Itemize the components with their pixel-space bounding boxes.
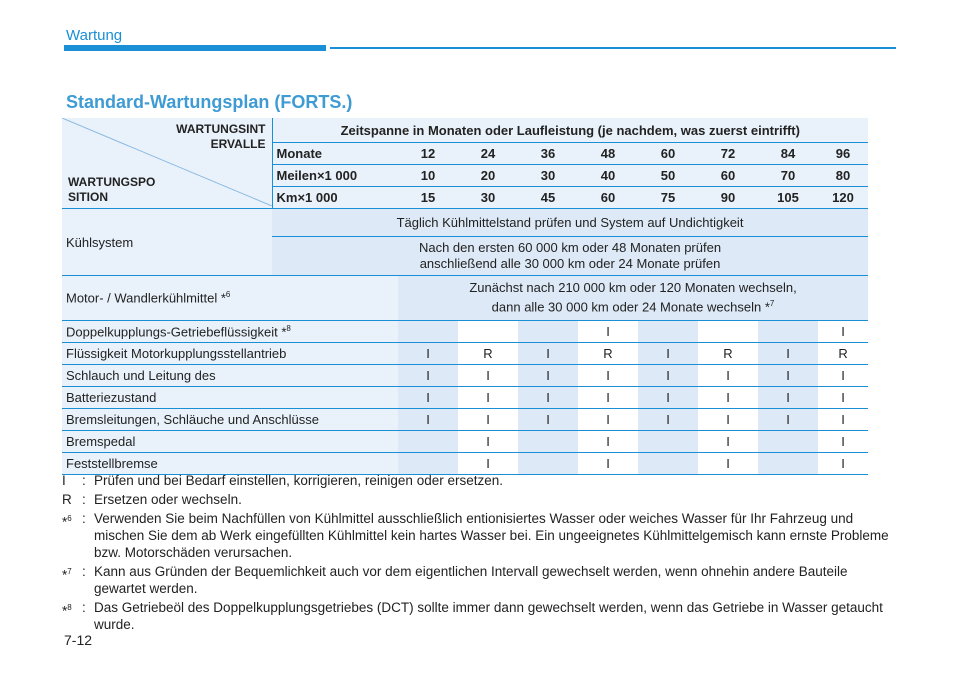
interval-value: 15	[398, 187, 458, 209]
interval-value: 105	[758, 187, 818, 209]
cooling-interval-line1: Nach den ersten 60 000 km oder 48 Monaten prüfen	[418, 240, 722, 255]
interval-value: 60	[638, 143, 698, 165]
schedule-cell: I	[818, 431, 868, 453]
note-symbol-text: *	[62, 514, 68, 530]
schedule-cell: I	[638, 387, 698, 409]
interval-value: 12	[398, 143, 458, 165]
interval-label: Meilen×1 000	[272, 165, 398, 187]
schedule-cell: I	[758, 387, 818, 409]
legend-note	[62, 510, 892, 561]
interval-label: Monate	[272, 143, 398, 165]
note-colon: :	[82, 492, 86, 507]
note-symbol-sup: 6	[67, 514, 72, 523]
schedule-cell: I	[578, 365, 638, 387]
schedule-cell: I	[518, 387, 578, 409]
schedule-cell: I	[458, 409, 518, 431]
schedule-cell: I	[818, 321, 868, 343]
item-label-text: Feststellbremse	[66, 456, 158, 471]
interval-value: 50	[638, 165, 698, 187]
schedule-cell: I	[458, 453, 518, 475]
interval-value: 72	[698, 143, 758, 165]
schedule-cell: I	[398, 365, 458, 387]
item-label-text: Motor- / Wandlerkühlmittel *	[66, 290, 226, 306]
schedule-cell: I	[638, 409, 698, 431]
legend-note	[62, 599, 892, 633]
coolant-change-interval	[398, 276, 868, 321]
schedule-cell: I	[638, 365, 698, 387]
schedule-cell	[758, 321, 818, 343]
item-label-text: Schlauch und Leitung des	[66, 368, 216, 383]
schedule-cell	[638, 321, 698, 343]
table-row	[62, 209, 868, 237]
footnote-ref: 8	[286, 323, 291, 333]
schedule-cell: I	[698, 365, 758, 387]
note-symbol-text: R	[62, 492, 72, 507]
cooling-interval-line2: anschließend alle 30 000 km oder 24 Monate prüfen	[419, 256, 721, 271]
item-label-text: Flüssigkeit Motorkupplungsstellantrieb	[66, 346, 287, 361]
table-row	[62, 276, 868, 321]
schedule-cell: I	[518, 343, 578, 365]
note-symbol-text: *	[62, 567, 68, 583]
cooling-daily-check: Täglich Kühlmittelstand prüfen und System auf Undichtigkeit	[272, 209, 868, 237]
corner-cell	[62, 118, 272, 209]
schedule-cell: I	[818, 453, 868, 475]
schedule-cell	[398, 431, 458, 453]
schedule-cell	[398, 321, 458, 343]
table-row	[62, 431, 868, 453]
note-text: Prüfen und bei Bedarf einstellen, korrigieren, reinigen oder ersetzen.	[94, 473, 503, 488]
interval-value: 36	[518, 143, 578, 165]
note-text: Ersetzen oder wechseln.	[94, 492, 242, 507]
interval-value: 96	[818, 143, 868, 165]
interval-value: 60	[698, 165, 758, 187]
interval-value: 30	[458, 187, 518, 209]
item-label-text: Doppelkupplungs-Getriebeflüssigkeit *	[66, 324, 287, 340]
interval-value: 80	[818, 165, 868, 187]
schedule-cell: I	[818, 387, 868, 409]
section-label: Wartung	[66, 27, 123, 44]
schedule-cell: I	[578, 321, 638, 343]
item-label	[62, 209, 272, 276]
page-title: Standard-Wartungsplan (FORTS.)	[66, 92, 353, 112]
page-number: 7-12	[64, 632, 93, 648]
maintenance-table	[62, 118, 868, 475]
note-symbol	[62, 491, 82, 508]
schedule-cell: R	[698, 343, 758, 365]
schedule-cell	[458, 321, 518, 343]
schedule-cell	[518, 431, 578, 453]
interval-value: 60	[578, 187, 638, 209]
coolant-line2	[402, 296, 864, 315]
note-symbol-sup: 8	[67, 603, 72, 612]
schedule-cell: I	[398, 343, 458, 365]
legend-note	[62, 472, 892, 489]
item-label	[62, 387, 398, 409]
note-symbol	[62, 472, 82, 489]
item-label-text: Bremsleitungen, Schläuche und Anschlüsse	[66, 412, 319, 427]
item-label	[62, 431, 398, 453]
corner-top-label: WARTUNGSINT ERVALLE	[176, 122, 266, 151]
period-header: Zeitspanne in Monaten oder Laufleistung (je nachdem, was zuerst eintrifft)	[272, 118, 868, 143]
schedule-cell: R	[458, 343, 518, 365]
note-symbol-sup: 7	[67, 567, 72, 576]
schedule-cell: I	[698, 431, 758, 453]
schedule-cell: I	[698, 409, 758, 431]
note-symbol	[62, 599, 82, 633]
interval-value: 10	[398, 165, 458, 187]
note-symbol	[62, 510, 82, 561]
legend-note	[62, 563, 892, 597]
schedule-cell: I	[518, 365, 578, 387]
schedule-cell: I	[698, 453, 758, 475]
schedule-cell: I	[458, 431, 518, 453]
schedule-cell: I	[398, 387, 458, 409]
interval-value: 90	[698, 187, 758, 209]
schedule-cell: I	[578, 409, 638, 431]
schedule-cell: I	[398, 409, 458, 431]
interval-value: 120	[818, 187, 868, 209]
item-label-text: Bremspedal	[66, 434, 136, 449]
interval-value: 40	[578, 165, 638, 187]
interval-value: 45	[518, 187, 578, 209]
period-header-row	[62, 118, 868, 143]
interval-value: 30	[518, 165, 578, 187]
schedule-cell: I	[698, 387, 758, 409]
table-row	[62, 343, 868, 365]
interval-value: 75	[638, 187, 698, 209]
interval-value: 70	[758, 165, 818, 187]
legend-note	[62, 491, 892, 508]
interval-value: 20	[458, 165, 518, 187]
note-text: Verwenden Sie beim Nachfüllen von Kühlmittel ausschließlich entionisiertes Wasser oder weiches Wasser für Ihr Fahrzeug und mischen Sie dem ab Werk eingefüllten Kühlmittel kein hartes Wasser bei. Ein ungeeignetes Kühlmittelgemisch kann ernste Probleme bzw. Motorschäden verursachen.	[94, 511, 889, 560]
schedule-cell: I	[578, 431, 638, 453]
table-row	[62, 321, 868, 343]
note-colon: :	[82, 473, 86, 488]
schedule-cell: I	[518, 409, 578, 431]
item-label	[62, 409, 398, 431]
cooling-interval-check	[272, 237, 868, 276]
interval-value: 48	[578, 143, 638, 165]
schedule-cell: I	[578, 387, 638, 409]
item-label	[62, 365, 398, 387]
schedule-cell	[518, 321, 578, 343]
schedule-cell	[758, 431, 818, 453]
note-colon: :	[82, 511, 86, 526]
coolant-line1: Zunächst nach 210 000 km oder 120 Monaten wechseln,	[469, 280, 797, 296]
legend-notes	[62, 472, 892, 635]
footnote-ref: 7	[769, 299, 775, 309]
note-colon: :	[82, 600, 86, 615]
schedule-cell: I	[758, 343, 818, 365]
schedule-cell: R	[578, 343, 638, 365]
schedule-cell: I	[638, 343, 698, 365]
note-symbol	[62, 563, 82, 597]
item-label	[62, 276, 398, 321]
schedule-cell: I	[818, 409, 868, 431]
coolant-line2-text: dann alle 30 000 km oder 24 Monate wechseln *	[491, 299, 770, 315]
note-symbol-text: I	[62, 473, 66, 488]
schedule-cell: I	[758, 409, 818, 431]
item-label-text: Batteriezustand	[66, 390, 157, 405]
note-symbol-text: *	[62, 603, 68, 619]
table-row	[62, 365, 868, 387]
schedule-cell: I	[818, 365, 868, 387]
schedule-cell: R	[818, 343, 868, 365]
item-label	[62, 321, 398, 343]
interval-value: 84	[758, 143, 818, 165]
table-row	[62, 409, 868, 431]
header-bar-thick	[64, 45, 326, 51]
corner-bottom-label: WARTUNGSPO SITION	[68, 175, 156, 204]
note-colon: :	[82, 564, 86, 579]
schedule-cell: I	[458, 387, 518, 409]
note-text: Das Getriebeöl des Doppelkupplungsgetriebes (DCT) sollte immer dann gewechselt werden, wenn das Getriebe in Wasser getaucht wurde.	[94, 600, 883, 632]
item-label-text: Kühlsystem	[66, 234, 134, 250]
schedule-cell	[698, 321, 758, 343]
schedule-cell: I	[578, 453, 638, 475]
header-bar-thin	[330, 47, 896, 49]
schedule-cell	[638, 431, 698, 453]
schedule-cell: I	[458, 365, 518, 387]
interval-label: Km×1 000	[272, 187, 398, 209]
note-text: Kann aus Gründen der Bequemlichkeit auch vor dem eigentlichen Intervall gewechselt werden, wenn ohnehin andere Bauteile gewartet werden.	[94, 564, 848, 596]
table-row	[62, 387, 868, 409]
interval-value: 24	[458, 143, 518, 165]
item-label	[62, 343, 398, 365]
schedule-cell: I	[758, 365, 818, 387]
footnote-ref: 6	[225, 290, 231, 300]
